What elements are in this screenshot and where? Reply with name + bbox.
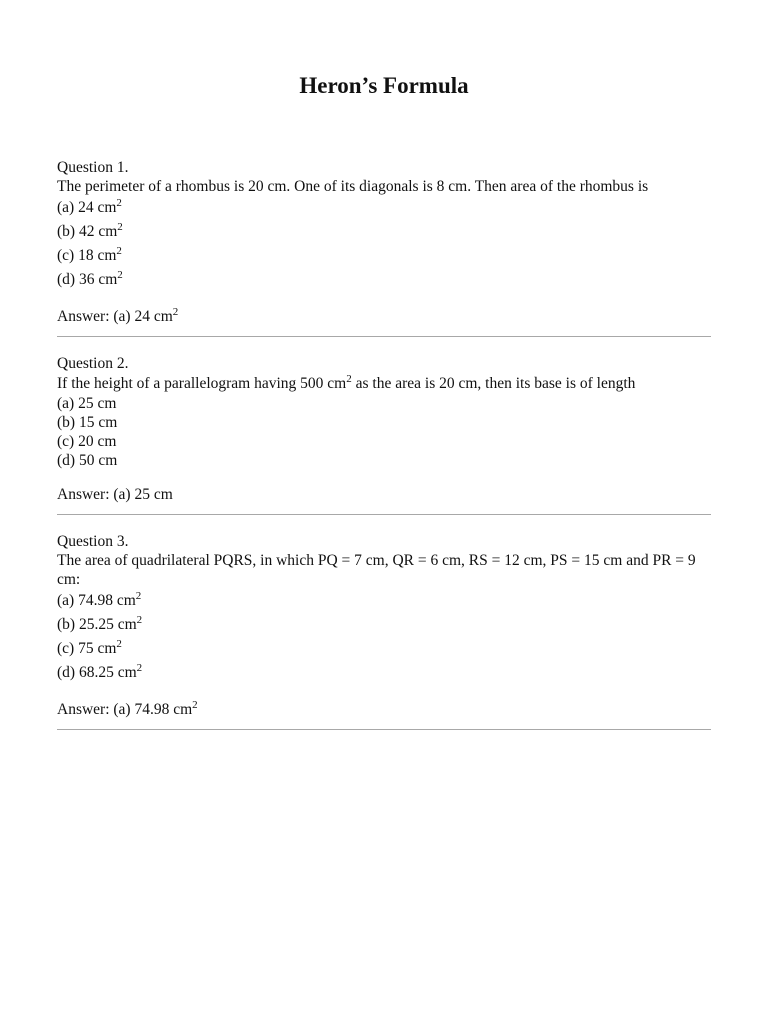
question-1: [57, 158, 711, 328]
option-a: (a) 25 cm: [57, 395, 117, 412]
option-c: (c) 20 cm: [57, 433, 117, 450]
question-text: If the height of a parallelogram having 500 $cm^2$ as the area is 20 cm, then its base is of length: [57, 373, 636, 392]
superscript: 2: [116, 638, 122, 650]
separator: [57, 514, 711, 515]
option-c: (c) 75 $cm^2$: [57, 638, 122, 657]
superscript: 2: [116, 245, 122, 257]
question-label: Question 2.: [57, 355, 129, 372]
option-b: (b) 42 $cm^2$: [57, 221, 123, 240]
superscript: 2: [192, 699, 198, 711]
option-a: (a) 74.98 $cm^2$: [57, 590, 142, 609]
option-b: (b) 25.25 $cm^2$: [57, 614, 143, 633]
superscript: 2: [116, 197, 122, 209]
answer: Answer: (a) 74.98 $cm^2$: [57, 699, 198, 718]
separator: [57, 729, 711, 730]
question-text: The perimeter of a rhombus is 20 cm. One of its diagonals is 8 cm. Then area of the rhombus is: [57, 178, 649, 195]
superscript: 2: [346, 373, 352, 385]
question-label: Question 1.: [57, 159, 129, 176]
question-text: The area of quadrilateral PQRS, in which PQ = 7 cm, QR = 6 cm, RS = 12 cm, PS = 15 cm and PR = 9 cm:: [57, 552, 696, 588]
option-d: (d) 36 $cm^2$: [57, 269, 123, 288]
question-3: [57, 532, 711, 721]
option-a: (a) 24 $cm^2$: [57, 197, 122, 216]
option-d: (d) 50 cm: [57, 452, 118, 469]
superscript: 2: [172, 306, 179, 318]
superscript: 2: [117, 269, 123, 281]
options-list: [57, 589, 711, 685]
answer: Answer: (a) 24 $cm^2$: [57, 306, 179, 325]
options-list: [57, 394, 711, 470]
page-title: Heron’s Formula: [299, 73, 469, 98]
option-c: (c) 18 $cm^2$: [57, 245, 122, 264]
superscript: 2: [136, 662, 143, 674]
superscript: 2: [117, 221, 123, 233]
separator: [57, 336, 711, 337]
question-2: [57, 354, 711, 506]
option-d: (d) 68.25 $cm^2$: [57, 662, 143, 681]
option-b: (b) 15 cm: [57, 414, 118, 431]
question-label: Question 3.: [57, 533, 129, 550]
options-list: [57, 196, 711, 292]
superscript: 2: [135, 590, 142, 602]
answer: Answer: (a) 25 cm: [57, 486, 173, 503]
superscript: 2: [136, 614, 143, 626]
